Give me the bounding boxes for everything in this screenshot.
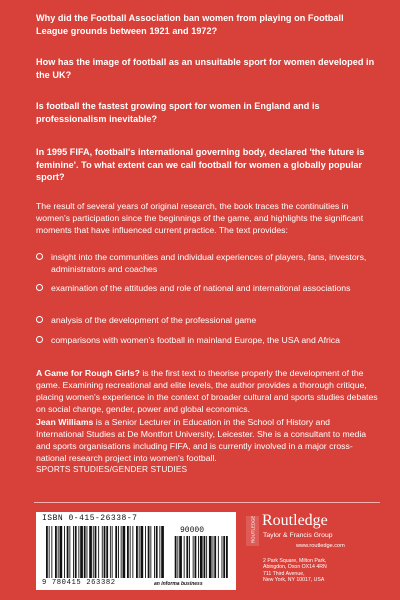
barcode-icon xyxy=(46,526,230,578)
question-3: Is football the fastest growing sport for women in England and is professionalism inevitable? xyxy=(36,101,320,124)
price-code: 90000 xyxy=(180,526,205,535)
author-bio xyxy=(36,416,380,464)
bullet-circle-icon xyxy=(36,316,43,323)
bullet-circle-icon xyxy=(36,284,43,291)
publisher-address xyxy=(263,558,327,584)
author-bio-text: is a Senior Lecturer in Education in the School of History and International Studies at De Montfort University, Leicester. She is a consultant to media and sports organisations including FIFA, and is currently involved in a major cross-national research project into women's football. xyxy=(36,417,367,464)
bullet-text: comparisons with women's football in mainland Europe, the USA and Africa xyxy=(51,335,340,345)
bullet-circle-icon xyxy=(36,253,43,260)
intro-paragraph: The result of several years of original research, the book traces the continuities in women's participation since the beginnings of the game, and highlights the significant moments that have influenced current practice. The text provides: xyxy=(36,201,364,236)
informa-label: an informa business xyxy=(154,581,203,587)
question-1: Why did the Football Association ban women from playing on Football League grounds between 1921 and 1972? xyxy=(36,13,344,36)
subject-category: SPORTS STUDIES/GENDER STUDIES xyxy=(36,464,188,474)
bullet-circle-icon xyxy=(36,336,43,343)
barcode-panel xyxy=(36,512,236,590)
address-line: 2 Park Square, Milton Park, xyxy=(263,558,327,564)
author-name: Jean Williams xyxy=(36,417,94,427)
bullet-text: analysis of the development of the professional game xyxy=(51,315,257,325)
publisher-name: Routledge xyxy=(262,512,328,529)
address-line: 711 Third Avenue, xyxy=(263,570,305,577)
address-line: Abingdon, Oxon OX14 4RN xyxy=(263,564,327,571)
routledge-logo-icon xyxy=(246,516,259,546)
book-title: A Game for Rough Girls? xyxy=(36,368,140,378)
publisher-website[interactable]: www.routledge.com xyxy=(296,543,345,549)
bullet-text: insight into the communities and individual experiences of players, fans, investors, administrators and coaches xyxy=(51,252,367,275)
isbn-text: ISBN 0-415-26338-7 xyxy=(42,514,138,523)
imprint-vertical: ROUTLEDGE xyxy=(250,516,256,543)
publisher-group: Taylor & Francis Group xyxy=(263,532,333,539)
address-line: New York, NY 10017, USA xyxy=(263,577,325,584)
question-4: In 1995 FIFA, football's international governing body, declared 'the future is feminine'. To what extent can we call football for women a globally popular sport? xyxy=(36,147,365,183)
divider xyxy=(34,502,380,503)
barcode-digits: 9 780415 263382 xyxy=(42,579,116,587)
bullet-text: examination of the attitudes and role of national and international associations xyxy=(51,283,351,293)
book-description xyxy=(36,367,380,415)
book-description-text: is the first text to theorise properly the development of the game. Examining recreational and elite levels, the author provides a thorough critique, placing women's experience in the context of broader cultural and sports studies debates on social change, gender, power and global economics. xyxy=(36,368,378,415)
question-2: How has the image of football as an unsuitable sport for women developed in the UK? xyxy=(36,57,375,80)
